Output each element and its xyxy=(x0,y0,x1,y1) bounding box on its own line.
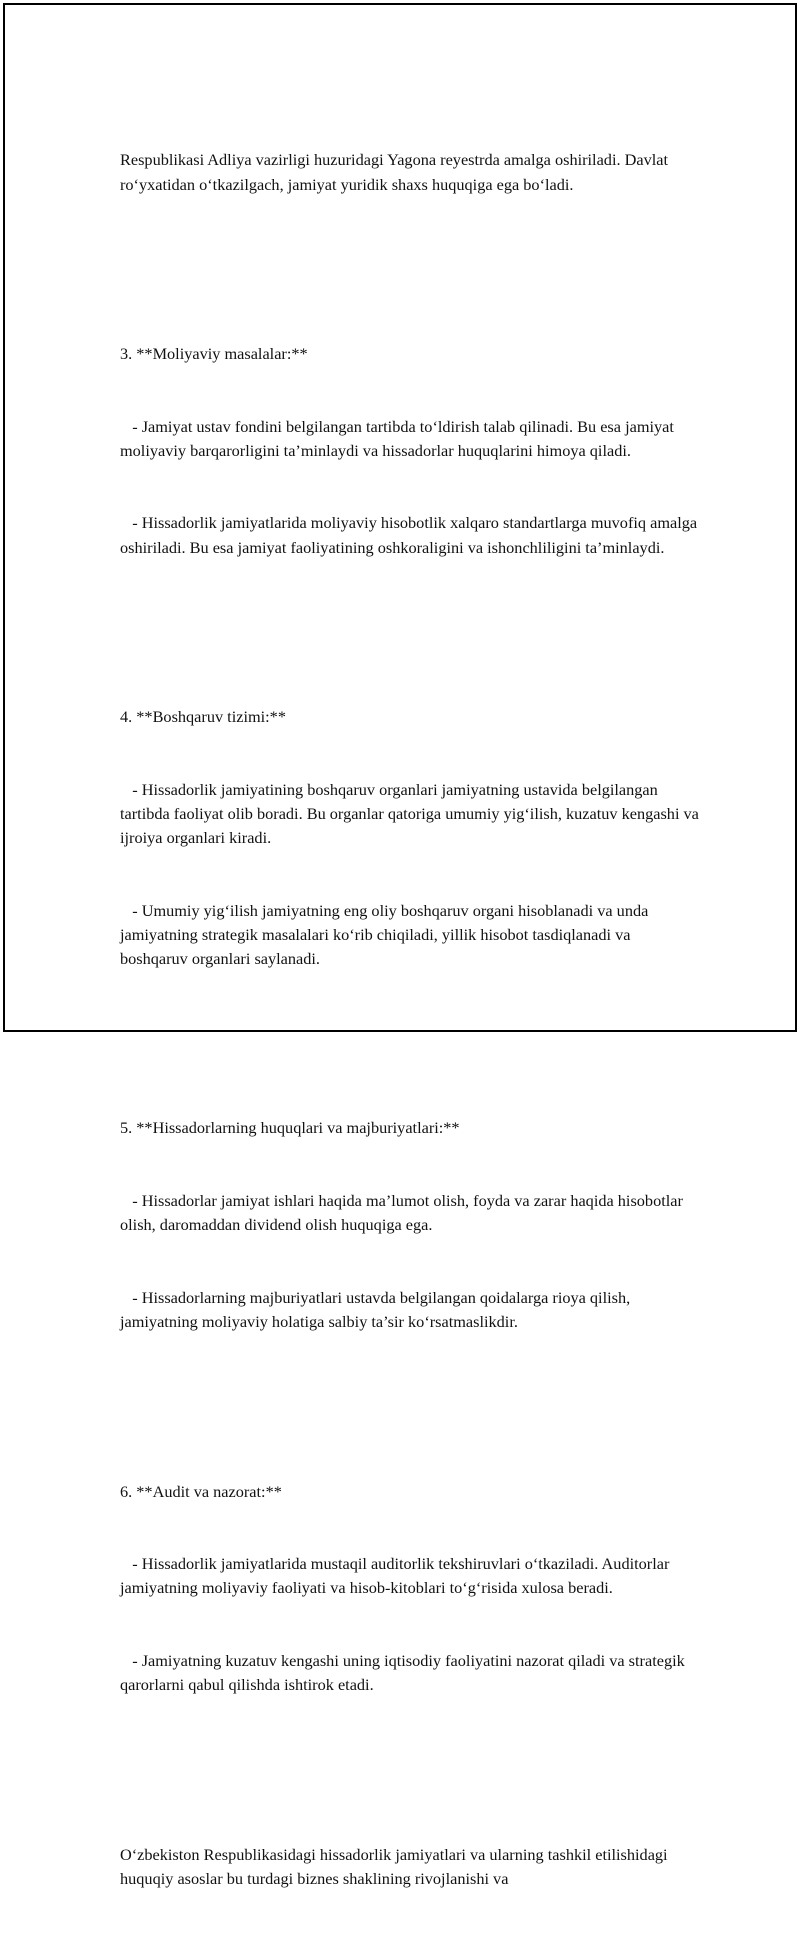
document-body xyxy=(120,100,703,1939)
section-4-item-2: - Umumiy yig‘ilish jamiyatning eng oliy boshqaruv organi hisoblanadi va unda jamiyatning strategik masalalari ko‘rib chiqiladi, yillik hisobot tasdiqlanadi va boshqaruv organlari saylanadi. xyxy=(120,900,653,969)
section-3-item-2: - Hissadorlik jamiyatlarida moliyaviy hisobotlik xalqaro standartlarga muvofiq amalga oshiriladi. Bu esa jamiyat faoliyatining oshkoraligini va ishonchliligini ta’minlaydi. xyxy=(120,513,702,557)
intro-paragraph: Respublikasi Adliya vazirligi huzuridagi Yagona reyestrda amalga oshiriladi. Davlat ro‘yxatidan o‘tkazilgach, jamiyat yuridik shaxs huquqiga ega bo‘ladi. xyxy=(120,150,673,194)
section-4-heading: 4. **Boshqaruv tizimi:** xyxy=(120,707,286,727)
section-5-item-1: - Hissadorlar jamiyat ishlari haqida ma’lumot olish, foyda va zarar haqida hisobotlar olish, daromaddan dividend olish huquqiga ega. xyxy=(120,1191,687,1235)
paragraph-gap xyxy=(120,1746,700,1770)
document-page xyxy=(3,3,797,1888)
paragraph-gap xyxy=(120,1020,700,1044)
section-5-heading: 5. **Hissadorlarning huquqlari va majburiyatlari:** xyxy=(120,1118,460,1138)
section-6-item-2: - Jamiyatning kuzatuv kengashi uning iqtisodiy faoliyatini nazorat qiladi va strategik qarorlarni qabul qilishda ishtirok etadi. xyxy=(120,1650,689,1695)
section-6-item-1: - Hissadorlik jamiyatlarida mustaqil auditorlik tekshiruvlari o‘tkaziladi. Auditorlar jamiyatning moliyaviy faoliyati va hisob-kitoblari to‘g‘risida xulosa beradi. xyxy=(120,1554,674,1598)
section-6-heading: 6. **Audit va nazorat:** xyxy=(120,1481,282,1501)
closing-paragraph: O‘zbekiston Respublikasidagi hissadorlik jamiyatlari va ularning tashkil etilishidagi huquqiy asoslar bu turdagi biznes shaklining rivojlanishi va xyxy=(120,1844,672,1888)
section-5-item-2: - Hissadorlarning majburiyatlari ustavda belgilangan qoidalarga rioya qilish, jamiyatning moliyaviy holatiga salbiy ta’sir ko‘rsatmaslikdir. xyxy=(120,1287,635,1332)
paragraph-gap xyxy=(120,245,700,269)
paragraph-gap xyxy=(120,1383,700,1407)
section-3-heading: 3. **Moliyaviy masalalar:** xyxy=(120,344,308,364)
paragraph-gap xyxy=(120,608,700,632)
section-4-item-1: - Hissadorlik jamiyatining boshqaruv organlari jamiyatning ustavida belgilangan tartibda faoliyat olib boradi. Bu organlar qatoriga umumiy yig‘ilish, kuzatuv kengashi va ijroiya organlari kiradi. xyxy=(120,779,703,848)
section-3-item-1: - Jamiyat ustav fondini belgilangan tartibda to‘ldirish talab qilinadi. Bu esa jamiyat moliyaviy barqarorligini ta’minlaydi va hissadorlar huquqlarini himoya qiladi. xyxy=(120,416,678,460)
